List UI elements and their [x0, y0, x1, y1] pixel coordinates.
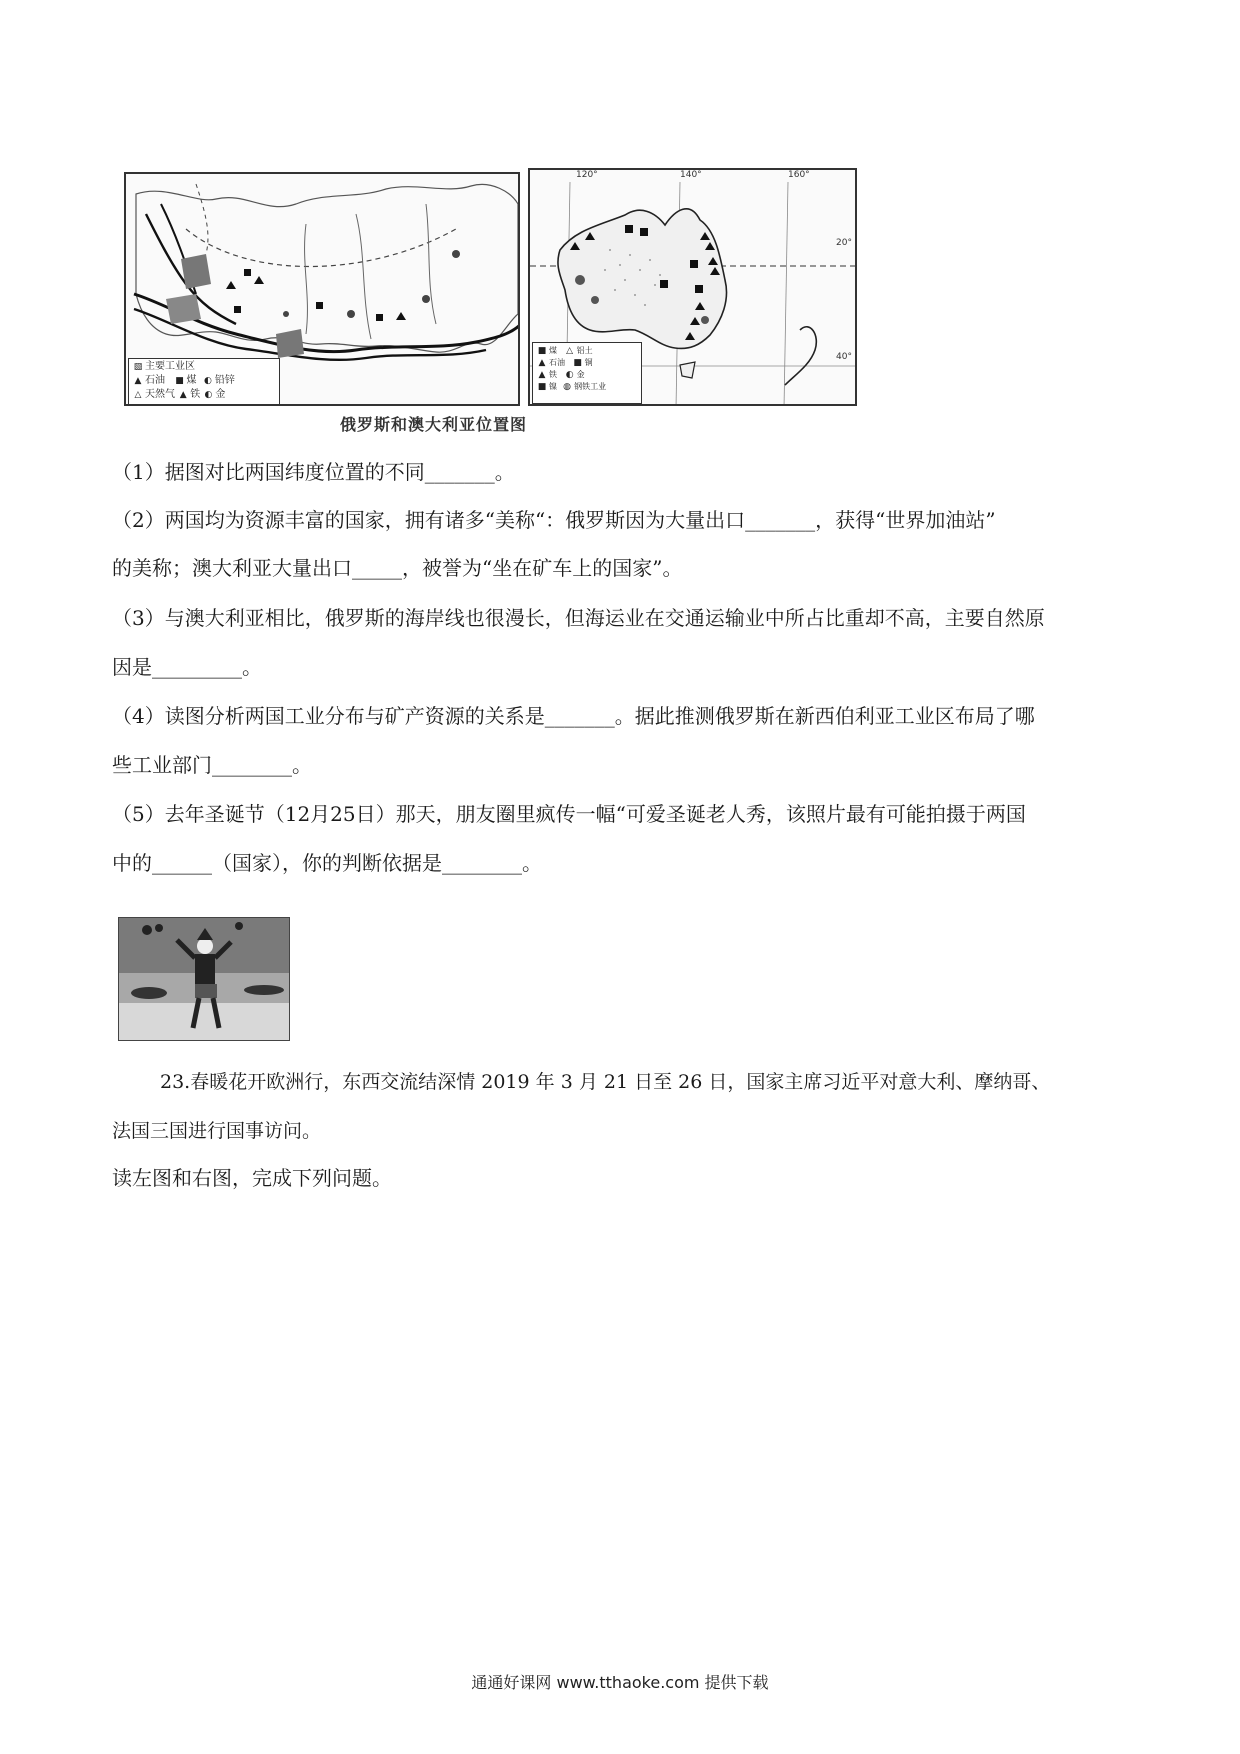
legend-label: 金 [576, 370, 585, 379]
question-4-line-2: 些工业部门________。 [112, 753, 312, 777]
legend-label: 镍 [549, 382, 557, 391]
legend-label: 天然气 [145, 389, 175, 400]
question-23-line-2: 法国三国进行国事访问。 [112, 1120, 322, 1142]
page-footer: 通通好课网 www.tthaoke.com 提供下载 [471, 1673, 769, 1692]
australia-map-legend [532, 342, 642, 404]
legend-label: 石油 [549, 358, 565, 367]
legend-label: 煤 [549, 346, 557, 355]
legend-label: 铁 [190, 389, 201, 400]
gold-icon: ◐ [204, 390, 213, 400]
question-1: （1）据图对比两国纬度位置的不同_______。 [112, 460, 515, 484]
legend-label: 金 [215, 389, 226, 400]
question-3-line-2: 因是_________。 [112, 655, 262, 679]
longitude-label: 120° [576, 170, 598, 180]
santa-photo-drawing [119, 918, 290, 1041]
question-23-line-1: 23.春暖花开欧洲行，东西交流结深情 2019 年 3 月 21 日至 26 日，国家主席习近平对意大利、摩纳哥、 [160, 1071, 1051, 1093]
figure-caption: 俄罗斯和澳大利亚位置图 [340, 415, 528, 434]
question-4-line-1: （4）读图分析两国工业分布与矿产资源的关系是_______。据此推测俄罗斯在新西伯利亚工业区布局了哪 [112, 704, 1035, 728]
russia-map-legend [128, 358, 280, 405]
hatch-icon: ▧ [133, 362, 143, 372]
legend-label: 钢铁工业 [574, 382, 607, 391]
coal-icon: ■ [175, 376, 184, 386]
nickel-icon: ■ [537, 382, 547, 392]
bauxite-icon: △ [566, 346, 574, 356]
latitude-label: 40° [836, 352, 852, 362]
oil-icon: ▲ [134, 376, 142, 386]
lead-zinc-icon: ◐ [203, 376, 212, 386]
russia-map [124, 172, 520, 406]
iron-icon: ▲ [538, 370, 546, 380]
legend-label: 主要工业区 [145, 361, 195, 372]
figure-maps [124, 168, 857, 408]
legend-label: 铁 [549, 370, 557, 379]
santa-beach-photo [118, 917, 290, 1041]
question-23-line-3: 读左图和右图，完成下列问题。 [112, 1166, 392, 1190]
latitude-label: 20° [836, 238, 852, 248]
coal-icon: ■ [537, 346, 547, 356]
steel-industry-icon: ◍ [563, 382, 572, 392]
legend-label: 铜 [584, 358, 593, 367]
longitude-label: 140° [680, 170, 702, 180]
iron-icon: ▲ [179, 390, 187, 400]
question-3-line-1: （3）与澳大利亚相比，俄罗斯的海岸线也很漫长，但海运业在交通运输业中所占比重却不高，主要自然原 [112, 606, 1045, 630]
oil-icon: ▲ [538, 358, 546, 368]
australia-map [528, 168, 857, 406]
legend-label: 煤 [186, 375, 197, 386]
question-2-line-2: 的美称；澳大利亚大量出口_____，被誉为“坐在矿车上的国家”。 [112, 556, 683, 580]
legend-label: 铝土 [576, 346, 593, 355]
copper-icon: ■ [573, 358, 582, 368]
question-5-line-2: 中的______（国家），你的判断依据是________。 [112, 851, 542, 875]
question-2-line-1: （2）两国均为资源丰富的国家，拥有诸多“美称“：俄罗斯因为大量出口_______，获得“世界加油站” [112, 508, 996, 532]
gold-icon: ◐ [565, 370, 574, 380]
legend-label: 铅锌 [214, 375, 235, 386]
question-5-line-1: （5）去年圣诞节（12月25日）那天，朋友圈里疯传一幅“可爱圣诞老人秀，该照片最有可能拍摄于两国 [112, 802, 1026, 826]
legend-label: 石油 [145, 375, 165, 386]
longitude-label: 160° [788, 170, 810, 180]
gas-icon: △ [134, 390, 142, 400]
